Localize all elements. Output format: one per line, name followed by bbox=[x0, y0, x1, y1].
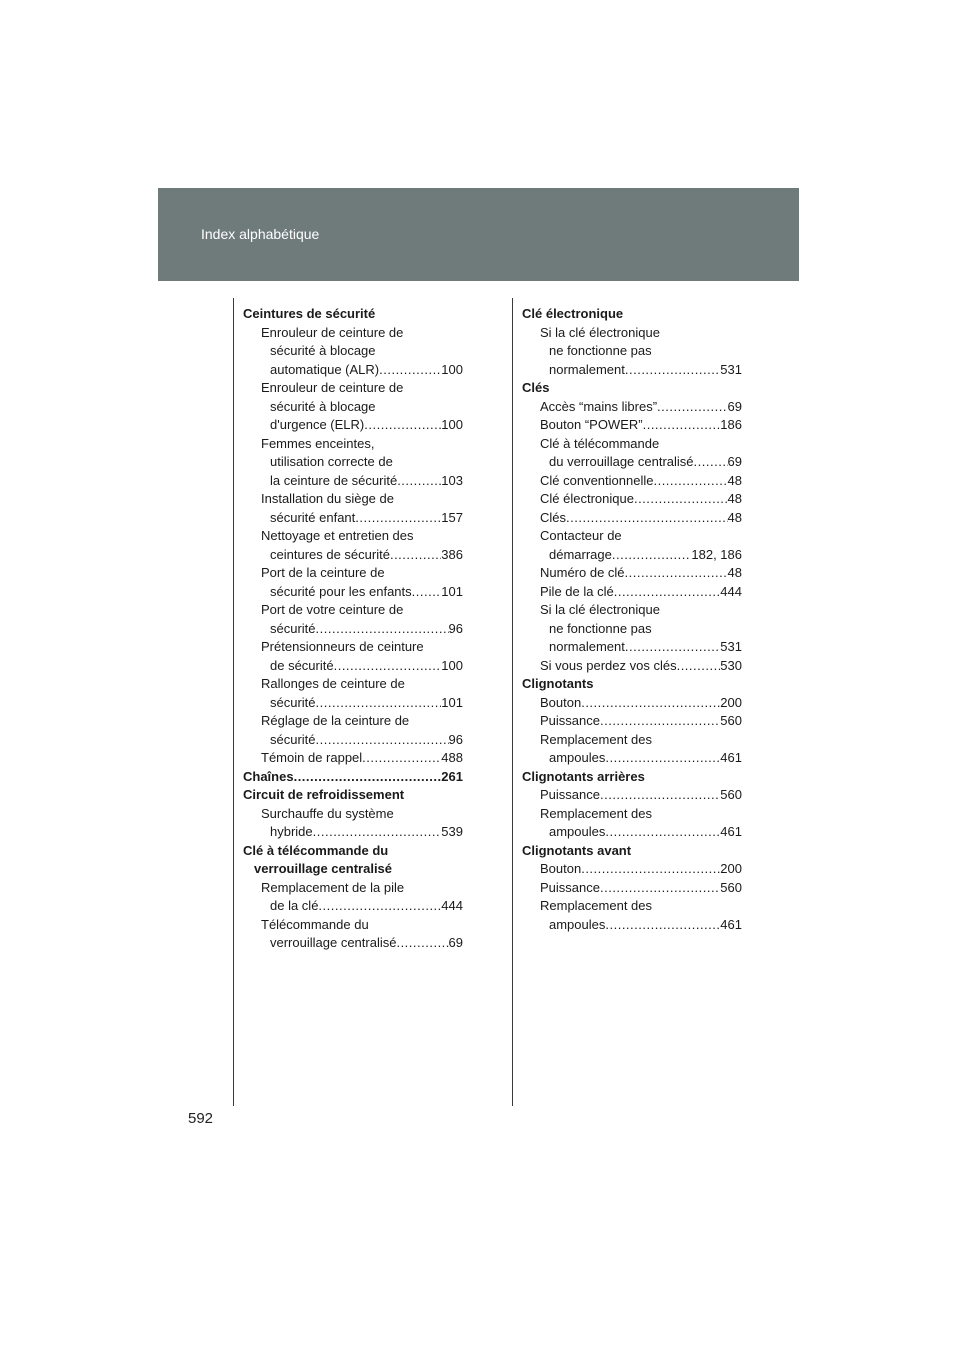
index-entry bbox=[522, 490, 742, 509]
index-term: Réglage de la ceinture de bbox=[261, 713, 410, 728]
index-term: Prétensionneurs de ceinture bbox=[261, 639, 424, 654]
index-entry bbox=[243, 823, 463, 842]
index-term: normalement bbox=[549, 361, 625, 377]
dot-leader bbox=[605, 916, 720, 935]
index-term: Circuit de refroidissement bbox=[243, 787, 405, 802]
index-page-ref: 444 bbox=[720, 583, 742, 599]
index-page-ref: 48 bbox=[727, 509, 742, 525]
index-term: Clignotants arrières bbox=[522, 768, 645, 784]
page-number: 592 bbox=[188, 1110, 214, 1127]
index-page-ref: 96 bbox=[448, 620, 463, 636]
dot-leader bbox=[397, 472, 441, 491]
index-entry bbox=[522, 638, 742, 657]
index-entry bbox=[243, 546, 463, 565]
index-page-ref: 182, 186 bbox=[691, 546, 742, 562]
index-term: hybride bbox=[270, 824, 313, 839]
dot-leader bbox=[390, 546, 441, 565]
index-entry bbox=[243, 620, 463, 639]
index-term: Remplacement de la pile bbox=[261, 879, 405, 895]
index-term: Puissance bbox=[540, 787, 600, 802]
dot-leader bbox=[634, 490, 728, 509]
index-term: Clés bbox=[522, 380, 550, 395]
dot-leader bbox=[600, 879, 720, 898]
index-term: Rallonges de ceinture de bbox=[261, 676, 405, 691]
dot-leader bbox=[600, 712, 720, 731]
index-term: Pile de la clé bbox=[540, 583, 614, 599]
index-page-ref: 488 bbox=[441, 750, 463, 765]
index-page-ref: 461 bbox=[720, 750, 742, 765]
index-term: ne fonctionne pas bbox=[549, 620, 652, 636]
index-term: Clignotants avant bbox=[522, 842, 632, 858]
index-term: Puissance bbox=[540, 713, 600, 728]
dot-leader bbox=[625, 361, 720, 380]
index-entry bbox=[522, 916, 742, 935]
index-term: Remplacement des bbox=[540, 731, 652, 747]
index-page-ref: 200 bbox=[720, 861, 742, 876]
index-entry bbox=[243, 472, 463, 491]
index-term: sécurité à blocage bbox=[270, 343, 376, 358]
dot-leader bbox=[355, 509, 441, 528]
index-entry bbox=[243, 564, 463, 583]
index-page-ref: 261 bbox=[441, 768, 463, 784]
index-entry bbox=[243, 305, 463, 324]
dot-leader bbox=[694, 453, 728, 472]
index-term: Accès “mains libres” bbox=[540, 398, 658, 414]
index-entry bbox=[243, 768, 463, 787]
index-term: automatique (ALR) bbox=[270, 361, 380, 377]
dot-leader bbox=[657, 398, 728, 417]
index-term: Remplacement des bbox=[540, 898, 652, 913]
index-term: Bouton bbox=[540, 694, 582, 710]
index-entry bbox=[522, 509, 742, 528]
index-entry bbox=[522, 842, 742, 861]
index-entry bbox=[522, 620, 742, 639]
dot-leader bbox=[581, 694, 720, 713]
index-term: Numéro de clé bbox=[540, 565, 625, 580]
index-page-ref: 157 bbox=[441, 509, 463, 525]
index-page-ref: 100 bbox=[441, 361, 463, 377]
index-page-ref: 200 bbox=[720, 694, 742, 710]
index-entry bbox=[522, 657, 742, 676]
index-term: de sécurité bbox=[270, 657, 334, 673]
index-page-ref: 100 bbox=[441, 417, 463, 432]
section-title: Index alphabétique bbox=[201, 226, 320, 242]
index-term: Clés bbox=[540, 509, 567, 525]
dot-leader bbox=[566, 509, 728, 528]
index-entry bbox=[243, 694, 463, 713]
index-entry bbox=[243, 675, 463, 694]
index-page-ref: 100 bbox=[441, 657, 463, 673]
index-entry bbox=[243, 749, 463, 768]
index-term: Remplacement des bbox=[540, 805, 652, 821]
dot-leader bbox=[412, 583, 442, 602]
index-page-ref: 461 bbox=[720, 824, 742, 839]
header-band bbox=[158, 188, 799, 281]
index-term: normalement bbox=[549, 639, 625, 654]
index-page-ref: 560 bbox=[720, 713, 742, 728]
index-page-ref: 461 bbox=[720, 916, 742, 932]
index-term: ampoules bbox=[549, 824, 606, 839]
index-entry bbox=[522, 342, 742, 361]
index-term: Si la clé électronique bbox=[540, 324, 660, 340]
index-entry bbox=[522, 305, 742, 324]
index-term: ceintures de sécurité bbox=[270, 546, 390, 562]
index-entry bbox=[243, 934, 463, 953]
index-term: la ceinture de sécurité bbox=[270, 472, 398, 488]
index-page-ref: 530 bbox=[720, 657, 742, 673]
dot-leader bbox=[600, 786, 720, 805]
dot-leader bbox=[614, 583, 721, 602]
index-term: Si la clé électronique bbox=[540, 602, 660, 617]
index-entry bbox=[522, 601, 742, 620]
index-term: Enrouleur de ceinture de bbox=[261, 324, 404, 340]
index-entry bbox=[243, 379, 463, 398]
dot-leader bbox=[396, 934, 448, 953]
index-term: Clé à télécommande bbox=[540, 435, 660, 451]
index-entry bbox=[243, 916, 463, 935]
index-term: de la clé bbox=[270, 898, 319, 913]
index-term: Ceintures de sécurité bbox=[243, 306, 376, 321]
dot-leader bbox=[362, 749, 441, 768]
index-page-ref: 101 bbox=[441, 694, 463, 710]
index-entry bbox=[243, 860, 463, 879]
index-term: Bouton bbox=[540, 861, 582, 876]
index-entry bbox=[522, 731, 742, 750]
index-term: sécurité enfant bbox=[270, 509, 356, 525]
dot-leader bbox=[643, 416, 721, 435]
index-term: verrouillage centralisé bbox=[254, 861, 393, 876]
index-term: Clé conventionnelle bbox=[540, 472, 654, 488]
index-entry bbox=[243, 583, 463, 602]
dot-leader bbox=[605, 823, 720, 842]
index-term: sécurité à blocage bbox=[270, 398, 376, 414]
index-term: utilisation correcte de bbox=[270, 454, 393, 469]
index-entry bbox=[522, 860, 742, 879]
index-term: Clé électronique bbox=[540, 491, 634, 506]
index-entry bbox=[522, 453, 742, 472]
index-entry bbox=[522, 675, 742, 694]
index-term: ampoules bbox=[549, 750, 606, 765]
index-page-ref: 539 bbox=[441, 824, 463, 839]
index-term: Contacteur de bbox=[540, 528, 622, 543]
index-entry bbox=[522, 416, 742, 435]
index-term: démarrage bbox=[549, 546, 612, 562]
index-entry bbox=[522, 749, 742, 768]
index-term: Port de la ceinture de bbox=[261, 565, 385, 580]
index-entry bbox=[243, 453, 463, 472]
dot-leader bbox=[316, 694, 442, 713]
index-entry bbox=[243, 842, 463, 861]
index-term: du verrouillage centralisé bbox=[549, 454, 694, 469]
index-page-ref: 69 bbox=[727, 398, 742, 414]
index-term: verrouillage centralisé bbox=[270, 935, 397, 950]
dot-leader bbox=[625, 638, 720, 657]
index-entry bbox=[522, 361, 742, 380]
index-term: sécurité bbox=[270, 731, 316, 747]
index-term: Enrouleur de ceinture de bbox=[261, 380, 404, 395]
index-entry bbox=[522, 564, 742, 583]
index-term: d'urgence (ELR) bbox=[270, 417, 365, 432]
index-term: Si vous perdez vos clés bbox=[540, 657, 677, 673]
index-entry bbox=[243, 786, 463, 805]
dot-leader bbox=[313, 823, 442, 842]
index-entry bbox=[243, 879, 463, 898]
index-page-ref: 103 bbox=[441, 472, 463, 488]
index-page-ref: 560 bbox=[720, 879, 742, 895]
index-entry bbox=[522, 583, 742, 602]
index-entry bbox=[522, 897, 742, 916]
index-entry bbox=[243, 657, 463, 676]
dot-leader bbox=[581, 860, 720, 879]
index-entry bbox=[522, 786, 742, 805]
index-entry bbox=[522, 435, 742, 454]
index-page-ref: 48 bbox=[727, 565, 742, 580]
index-page-ref: 186 bbox=[720, 417, 742, 432]
index-entry bbox=[243, 731, 463, 750]
index-term: Surchauffe du système bbox=[261, 805, 394, 821]
dot-leader bbox=[294, 768, 442, 787]
index-entry bbox=[522, 527, 742, 546]
index-term: Clé électronique bbox=[522, 306, 624, 321]
index-entry bbox=[243, 601, 463, 620]
index-entry bbox=[522, 398, 742, 417]
index-term: Installation du siège de bbox=[261, 491, 394, 506]
index-entry bbox=[243, 897, 463, 916]
index-entry bbox=[243, 805, 463, 824]
index-term: Bouton “POWER” bbox=[540, 417, 643, 432]
index-entry bbox=[243, 638, 463, 657]
index-term: Femmes enceintes, bbox=[261, 435, 375, 451]
index-term: Port de votre ceinture de bbox=[261, 602, 404, 617]
index-entry bbox=[522, 324, 742, 343]
index-term: Chaînes bbox=[243, 768, 294, 784]
index-column-left bbox=[243, 305, 463, 953]
index-entry bbox=[243, 509, 463, 528]
dot-leader bbox=[605, 749, 720, 768]
dot-leader bbox=[677, 657, 721, 676]
index-entry bbox=[243, 342, 463, 361]
index-term: sécurité bbox=[270, 694, 316, 710]
index-term: Puissance bbox=[540, 879, 600, 895]
index-term: Nettoyage et entretien des bbox=[261, 528, 414, 543]
index-entry bbox=[522, 712, 742, 731]
index-page-ref: 560 bbox=[720, 787, 742, 802]
index-column-right bbox=[522, 305, 742, 934]
index-term: sécurité pour les enfants bbox=[270, 583, 412, 599]
index-page-ref: 69 bbox=[727, 454, 742, 469]
dot-leader bbox=[612, 546, 692, 565]
index-entry bbox=[243, 490, 463, 509]
index-term: Clé à télécommande du bbox=[243, 842, 389, 858]
index-page-ref: 48 bbox=[727, 491, 742, 506]
left-column-rule bbox=[233, 298, 234, 1106]
index-entry bbox=[243, 712, 463, 731]
dot-leader bbox=[379, 361, 441, 380]
index-term: Témoin de rappel bbox=[261, 750, 363, 765]
dot-leader bbox=[316, 731, 449, 750]
index-page-ref: 96 bbox=[448, 731, 463, 747]
dot-leader bbox=[625, 564, 728, 583]
center-column-rule bbox=[512, 298, 513, 1106]
index-entry bbox=[522, 805, 742, 824]
index-entry bbox=[243, 435, 463, 454]
index-entry bbox=[522, 546, 742, 565]
index-term: ne fonctionne pas bbox=[549, 343, 652, 358]
index-entry bbox=[243, 416, 463, 435]
index-page-ref: 531 bbox=[720, 639, 742, 654]
dot-leader bbox=[653, 472, 727, 491]
dot-leader bbox=[364, 416, 441, 435]
index-page-ref: 101 bbox=[441, 583, 463, 599]
dot-leader bbox=[316, 620, 449, 639]
index-entry bbox=[243, 398, 463, 417]
index-entry bbox=[522, 379, 742, 398]
index-entry bbox=[243, 527, 463, 546]
index-term: Télécommande du bbox=[261, 916, 369, 932]
index-page-ref: 531 bbox=[720, 361, 742, 377]
index-term: sécurité bbox=[270, 620, 316, 636]
index-page-ref: 48 bbox=[727, 472, 742, 488]
index-page-ref: 69 bbox=[448, 935, 463, 950]
index-entry bbox=[243, 361, 463, 380]
index-page-ref: 386 bbox=[441, 546, 463, 562]
dot-leader bbox=[318, 897, 441, 916]
index-term: Clignotants bbox=[522, 676, 594, 691]
index-entry bbox=[522, 472, 742, 491]
index-entry bbox=[522, 823, 742, 842]
index-entry bbox=[522, 768, 742, 787]
index-entry bbox=[243, 324, 463, 343]
index-entry bbox=[522, 879, 742, 898]
index-entry bbox=[522, 694, 742, 713]
index-page-ref: 444 bbox=[441, 898, 463, 913]
index-term: ampoules bbox=[549, 916, 606, 932]
dot-leader bbox=[334, 657, 442, 676]
